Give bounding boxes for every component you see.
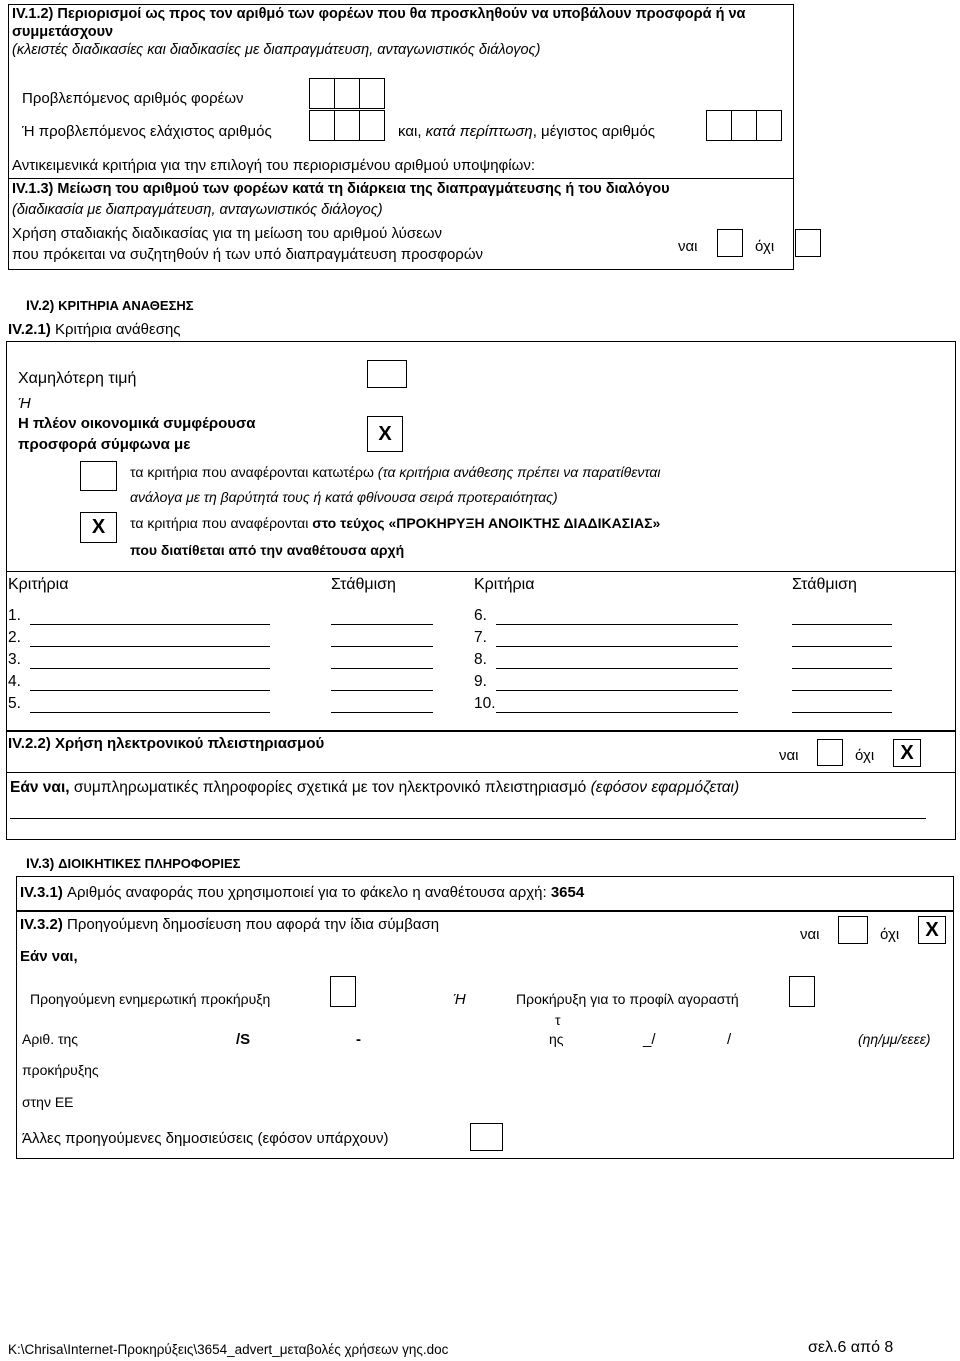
criteria-number: 7. bbox=[474, 629, 487, 646]
criteria-number: 1. bbox=[8, 607, 21, 624]
criteria-input-line[interactable] bbox=[30, 646, 270, 647]
max-count-digit-1[interactable] bbox=[706, 110, 732, 141]
criteria-input-line[interactable] bbox=[30, 668, 270, 669]
prior-publication-label: IV.3.2) Προηγούμενη δημοσίευση που αφορά την ίδια σύμβαση bbox=[20, 916, 440, 933]
meat-checkbox[interactable]: X bbox=[367, 416, 403, 452]
notice-t-bottom: ης bbox=[549, 1031, 564, 1047]
meat-label-2: προσφορά σύμφωνα με bbox=[18, 436, 191, 453]
min-count-digit-3[interactable] bbox=[359, 110, 385, 141]
auction-info-line[interactable] bbox=[10, 818, 926, 819]
criteria-number: 2. bbox=[8, 629, 21, 646]
expected-count-digit-3[interactable] bbox=[359, 78, 385, 109]
criteria-input-line[interactable] bbox=[30, 712, 270, 713]
or-label-2: Ή bbox=[453, 991, 466, 1008]
expected-count-digit-2[interactable] bbox=[334, 78, 360, 109]
notice-dash: - bbox=[356, 1031, 361, 1048]
criteria-input-line[interactable] bbox=[30, 690, 270, 691]
criteria-input-line[interactable] bbox=[496, 668, 738, 669]
prior-no-checkbox[interactable]: X bbox=[918, 916, 946, 944]
criteria-input-line[interactable] bbox=[496, 690, 738, 691]
min-count-label: Ή προβλεπόμενος ελάχιστος αριθμός bbox=[22, 123, 272, 140]
buyer-profile-label: Προκήρυξη για το προφίλ αγοραστή bbox=[516, 991, 739, 1007]
notice-slash-2: / bbox=[727, 1031, 732, 1048]
criteria-document-checkbox[interactable]: X bbox=[80, 512, 117, 543]
staged-yes-label: ναι bbox=[678, 238, 698, 255]
weight-input-line[interactable] bbox=[792, 668, 892, 669]
award-criteria-frame bbox=[6, 341, 956, 572]
objective-criteria-label: Αντικειμενικά κριτήρια για την επιλογή του περιορισμένου αριθμού υποψηφίων: bbox=[12, 157, 535, 174]
auction-no-label: όχι bbox=[855, 747, 875, 764]
col-criteria-right: Κριτήρια bbox=[474, 576, 535, 593]
min-count-digit-2[interactable] bbox=[334, 110, 360, 141]
notice-number-label-3: στην ΕΕ bbox=[22, 1094, 74, 1110]
criteria-number: 6. bbox=[474, 607, 487, 624]
criteria-input-line[interactable] bbox=[30, 624, 270, 625]
criteria-below-label: τα κριτήρια που αναφέρονται κατωτέρω (τα κριτήρια ανάθεσης πρέπει να παρατίθενται bbox=[130, 464, 661, 480]
auction-no-checkbox[interactable]: X bbox=[893, 739, 921, 767]
criteria-document-label-2: που διατίθεται από την αναθέτουσα αρχή bbox=[130, 542, 405, 558]
other-publications-label: Άλλες προηγούμενες δημοσιεύσεις (εφόσον υπάρχουν) bbox=[22, 1130, 389, 1147]
weight-input-line[interactable] bbox=[331, 690, 433, 691]
col-weight-right: Στάθμιση bbox=[792, 576, 857, 593]
meat-label-1: Η πλέον οικονομικά συμφέρουσα bbox=[18, 415, 256, 432]
staged-procedure-line-2: που πρόκειται να συζητηθούν ή των υπό διαπραγμάτευση προσφορών bbox=[12, 246, 484, 263]
heading-iv-1-2: IV.1.2) Περιορισμοί ως προς τον αριθμό των φορέων που θα προσκληθούν να υποβάλουν προσφορά ή να bbox=[12, 6, 746, 22]
max-count-digit-2[interactable] bbox=[731, 110, 757, 141]
lowest-price-checkbox[interactable] bbox=[367, 360, 407, 388]
prior-yes-checkbox[interactable] bbox=[838, 916, 868, 944]
weight-input-line[interactable] bbox=[792, 690, 892, 691]
weight-input-line[interactable] bbox=[331, 646, 433, 647]
weight-input-line[interactable] bbox=[792, 624, 892, 625]
buyer-profile-checkbox[interactable] bbox=[789, 976, 815, 1007]
weight-input-line[interactable] bbox=[331, 712, 433, 713]
criteria-input-line[interactable] bbox=[496, 646, 738, 647]
footer-page-number: σελ.6 από 8 bbox=[808, 1339, 894, 1356]
staged-no-label: όχι bbox=[755, 238, 775, 255]
criteria-number: 5. bbox=[8, 695, 21, 712]
staged-yes-checkbox[interactable] bbox=[717, 229, 743, 257]
other-publications-checkbox[interactable] bbox=[470, 1123, 503, 1151]
weight-input-line[interactable] bbox=[792, 646, 892, 647]
expected-count-label: Προβλεπόμενος αριθμός φορέων bbox=[22, 90, 244, 107]
criteria-number: 8. bbox=[474, 651, 487, 668]
footer-file-path: K:\Chrisa\Internet-Προκηρύξεις\3654_advert_μεταβολές χρήσεων γης.doc bbox=[8, 1342, 449, 1357]
auction-yes-checkbox[interactable] bbox=[817, 739, 843, 766]
notice-t-top: τ bbox=[555, 1012, 561, 1028]
staged-no-checkbox[interactable] bbox=[795, 229, 821, 257]
auction-info-label: Εάν ναι, συμπληρωματικές πληροφορίες σχετικά με τον ηλεκτρονικό πλειστηριασμό (εφόσον εφαρμόζεται) bbox=[10, 779, 740, 796]
criteria-number: 4. bbox=[8, 673, 21, 690]
criteria-number: 9. bbox=[474, 673, 487, 690]
criteria-document-label: τα κριτήρια που αναφέρονται στο τεύχος «ΠΡΟΚΗΡΥΞΗ ΑΝΟΙΚΤΗΣ ΔΙΑΔΙΚΑΣΙΑΣ» bbox=[130, 515, 661, 531]
criteria-input-line[interactable] bbox=[496, 624, 738, 625]
weight-input-line[interactable] bbox=[792, 712, 892, 713]
date-format-label: (ηη/μμ/εεεε) bbox=[858, 1031, 931, 1047]
ref-number-label: IV.3.1) Αριθμός αναφοράς που χρησιμοποιεί για το φάκελο η αναθέτουσα αρχή: 3654 bbox=[20, 884, 585, 901]
criteria-below-label-2: ανάλογα με τη βαρύτητά τους ή κατά φθίνουσα σειρά προτεραιότητας) bbox=[130, 489, 558, 505]
subheading-iv-1-3: (διαδικασία με διαπραγμάτευση, ανταγωνιστικός διάλογος) bbox=[12, 202, 383, 218]
lowest-price-label: Χαμηλότερη τιμή bbox=[18, 370, 137, 387]
heading-iv-1-3: IV.1.3) Μείωση του αριθμού των φορέων κατά τη διάρκεια της διαπραγμάτευσης ή του διαλόγου bbox=[12, 181, 670, 197]
max-count-label: και, κατά περίπτωση, μέγιστος αριθμός bbox=[398, 123, 656, 140]
notice-number-label-2: προκήρυξης bbox=[22, 1062, 99, 1078]
prior-yes-label: ναι bbox=[800, 926, 820, 943]
col-criteria-left: Κριτήρια bbox=[8, 576, 69, 593]
weight-input-line[interactable] bbox=[331, 624, 433, 625]
prior-no-label: όχι bbox=[880, 926, 900, 943]
heading-iv-2-2: IV.2.2) Χρήση ηλεκτρονικού πλειστηριασμού bbox=[8, 735, 325, 752]
notice-slash-1: _/ bbox=[643, 1031, 656, 1048]
divider bbox=[6, 772, 956, 773]
min-count-digit-1[interactable] bbox=[309, 110, 335, 141]
heading-iv-2-1: IV.2.1) Κριτήρια ανάθεσης bbox=[8, 321, 181, 338]
criteria-number: 10. bbox=[474, 695, 496, 712]
heading-iv-3: IV.3) ΔΙΟΙΚΗΤΙΚΕΣ ΠΛΗΡΟΦΟΡΙΕΣ bbox=[26, 855, 241, 871]
subheading-iv-1-2: (κλειστές διαδικασίες και διαδικασίες με διαπραγμάτευση, ανταγωνιστικός διάλογος) bbox=[12, 42, 541, 58]
expected-count-digit-1[interactable] bbox=[309, 78, 335, 109]
staged-procedure-line-1: Χρήση σταδιακής διαδικασίας για τη μείωση του αριθμού λύσεων bbox=[12, 225, 442, 242]
prior-notice-checkbox[interactable] bbox=[330, 976, 356, 1007]
weight-input-line[interactable] bbox=[331, 668, 433, 669]
prior-publication-frame bbox=[16, 911, 954, 1159]
notice-number-label-1: Αριθ. της bbox=[22, 1031, 79, 1047]
notice-s-separator: /S bbox=[236, 1031, 251, 1048]
prior-notice-label: Προηγούμενη ενημερωτική προκήρυξη bbox=[30, 991, 271, 1007]
prior-if-yes-label: Εάν ναι, bbox=[20, 948, 78, 965]
heading-iv-2: IV.2) ΚΡΙΤΗΡΙΑ ΑΝΑΘΕΣΗΣ bbox=[26, 297, 194, 313]
divider bbox=[8, 178, 794, 179]
criteria-below-checkbox[interactable] bbox=[80, 461, 117, 491]
heading-iv-1-2-cont: συμμετάσχουν bbox=[12, 24, 114, 40]
max-count-digit-3[interactable] bbox=[756, 110, 782, 141]
or-label: Ή bbox=[18, 395, 31, 412]
criteria-number: 3. bbox=[8, 651, 21, 668]
auction-yes-label: ναι bbox=[779, 747, 799, 764]
col-weight-left: Στάθμιση bbox=[331, 576, 396, 593]
criteria-input-line[interactable] bbox=[496, 712, 738, 713]
